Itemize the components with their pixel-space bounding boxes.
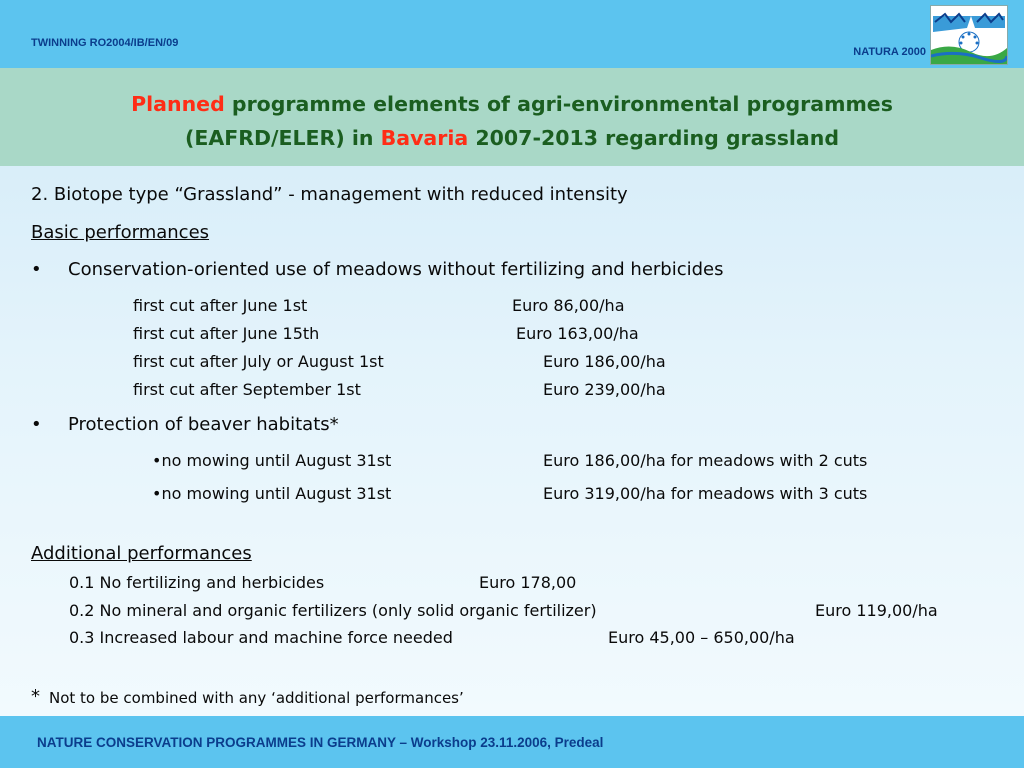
beaver-label: •no mowing until August 31st bbox=[152, 484, 392, 503]
beaver-price: Euro 319,00/ha for meadows with 3 cuts bbox=[543, 484, 868, 503]
additional-price: Euro 45,00 – 650,00/ha bbox=[608, 628, 795, 647]
additional-performances-heading: Additional performances bbox=[31, 543, 252, 564]
cut-price: Euro 186,00/ha bbox=[543, 352, 666, 371]
cut-price: Euro 163,00/ha bbox=[516, 324, 639, 343]
additional-label: 0.2 No mineral and organic fertilizers (only solid organic fertilizer) bbox=[69, 601, 597, 620]
bullet-beaver: Protection of beaver habitats* bbox=[68, 414, 339, 435]
cut-price: Euro 86,00/ha bbox=[512, 296, 625, 315]
additional-label: 0.1 No fertilizing and herbicides bbox=[69, 573, 325, 592]
cut-label: first cut after September 1st bbox=[133, 380, 361, 399]
footer-text: NATURE CONSERVATION PROGRAMMES IN GERMANY – Workshop 23.11.2006, Predeal bbox=[37, 735, 604, 750]
title-part-2: (EAFRD/ELER) in bbox=[184, 126, 374, 150]
additional-label: 0.3 Increased labour and machine force needed bbox=[69, 628, 453, 647]
cut-label: first cut after July or August 1st bbox=[133, 352, 384, 371]
title-planned: Planned bbox=[131, 92, 225, 116]
intro-line: 2. Biotope type “Grassland” - management with reduced intensity bbox=[31, 184, 628, 205]
bullet-conservation: Conservation-oriented use of meadows without fertilizing and herbicides bbox=[68, 259, 724, 280]
cut-label: first cut after June 1st bbox=[133, 296, 308, 315]
bullet-icon: • bbox=[31, 414, 42, 435]
title-part-3: 2007-2013 regarding grassland bbox=[475, 126, 840, 150]
basic-performances-heading: Basic performances bbox=[31, 222, 210, 243]
title-part-1: programme elements of agri-environmental programmes bbox=[231, 92, 893, 116]
title-line-2 bbox=[30, 121, 994, 155]
cut-label: first cut after June 15th bbox=[133, 324, 320, 343]
title-line-1 bbox=[30, 87, 994, 121]
network-label: NATURA 2000 bbox=[853, 46, 926, 58]
bullet-icon: • bbox=[31, 259, 42, 280]
beaver-price: Euro 186,00/ha for meadows with 2 cuts bbox=[543, 451, 868, 470]
additional-price: Euro 178,00 bbox=[479, 573, 577, 592]
title-bavaria: Bavaria bbox=[380, 126, 469, 150]
project-code: TWINNING RO2004/IB/EN/09 bbox=[31, 37, 179, 49]
natura-logo-icon bbox=[930, 5, 1008, 65]
beaver-label: •no mowing until August 31st bbox=[152, 451, 392, 470]
additional-price: Euro 119,00/ha bbox=[815, 601, 938, 620]
cut-price: Euro 239,00/ha bbox=[543, 380, 666, 399]
footnote-star: * bbox=[31, 686, 40, 707]
footnote: Not to be combined with any ‘additional performances’ bbox=[49, 689, 464, 707]
page-title bbox=[30, 87, 994, 155]
